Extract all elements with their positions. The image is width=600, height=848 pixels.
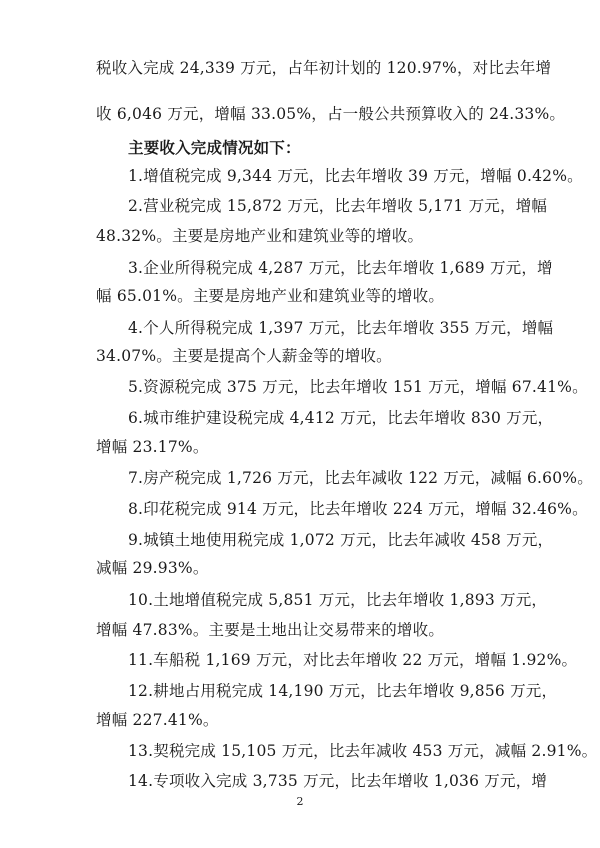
item-line: 8.印花税完成 914 万元，比去年增收 224 万元，增幅 32.46%。 <box>128 500 588 518</box>
item-line: 10.土地增值税完成 5,851 万元，比去年增收 1,893 万元， <box>128 591 548 609</box>
item-line: 3.企业所得税完成 4,287 万元，比去年增收 1,689 万元，增 <box>128 259 553 277</box>
item-line: 减幅 29.93%。 <box>96 559 209 577</box>
item-line: 增幅 47.83%。主要是土地出让交易带来的增收。 <box>96 621 445 639</box>
item-line: 9.城镇土地使用税完成 1,072 万元，比去年减收 458 万元， <box>128 531 554 549</box>
item-line: 4.个人所得税完成 1,397 万元，比去年增收 355 万元，增幅 <box>128 319 554 337</box>
item-line: 增幅 227.41%。 <box>96 711 219 729</box>
item-line: 34.07%。主要是提高个人薪金等的增收。 <box>96 347 392 365</box>
item-line: 1.增值税完成 9,344 万元，比去年增收 39 万元，增幅 0.42%。 <box>128 167 583 185</box>
item-line: 7.房产税完成 1,726 万元，比去年减收 122 万元，减幅 6.60%。 <box>128 469 593 487</box>
item-line: 6.城市维护建设税完成 4,412 万元，比去年增收 830 万元， <box>128 409 554 427</box>
item-line: 5.资源税完成 375 万元，比去年增收 151 万元，增幅 67.41%。 <box>128 378 588 396</box>
item-line: 13.契税完成 15,105 万元，比去年减收 453 万元，减幅 2.91%。 <box>128 742 598 760</box>
page-number: 2 <box>296 795 304 808</box>
item-line: 14.专项收入完成 3,735 万元，比去年增收 1,036 万元，增 <box>128 772 548 790</box>
item-line: 12.耕地占用税完成 14,190 万元，比去年增收 9,856 万元， <box>128 682 558 700</box>
item-line: 2.营业税完成 15,872 万元，比去年增收 5,171 万元，增幅 <box>128 197 548 215</box>
item-line: 增幅 23.17%。 <box>96 438 209 456</box>
item-line: 11.车船税 1,169 万元，对比去年增收 22 万元，增幅 1.92%。 <box>128 651 578 669</box>
intro-line: 收 6,046 万元，增幅 33.05%，占一般公共预算收入的 24.33%。 <box>96 105 566 123</box>
item-line: 48.32%。主要是房地产业和建筑业等的增收。 <box>96 227 424 245</box>
item-line: 幅 65.01%。主要是房地产业和建筑业等的增收。 <box>96 287 445 305</box>
section-heading: 主要收入完成情况如下： <box>128 138 301 157</box>
intro-line: 税收入完成 24,339 万元，占年初计划的 120.97%，对比去年增 <box>96 59 552 77</box>
